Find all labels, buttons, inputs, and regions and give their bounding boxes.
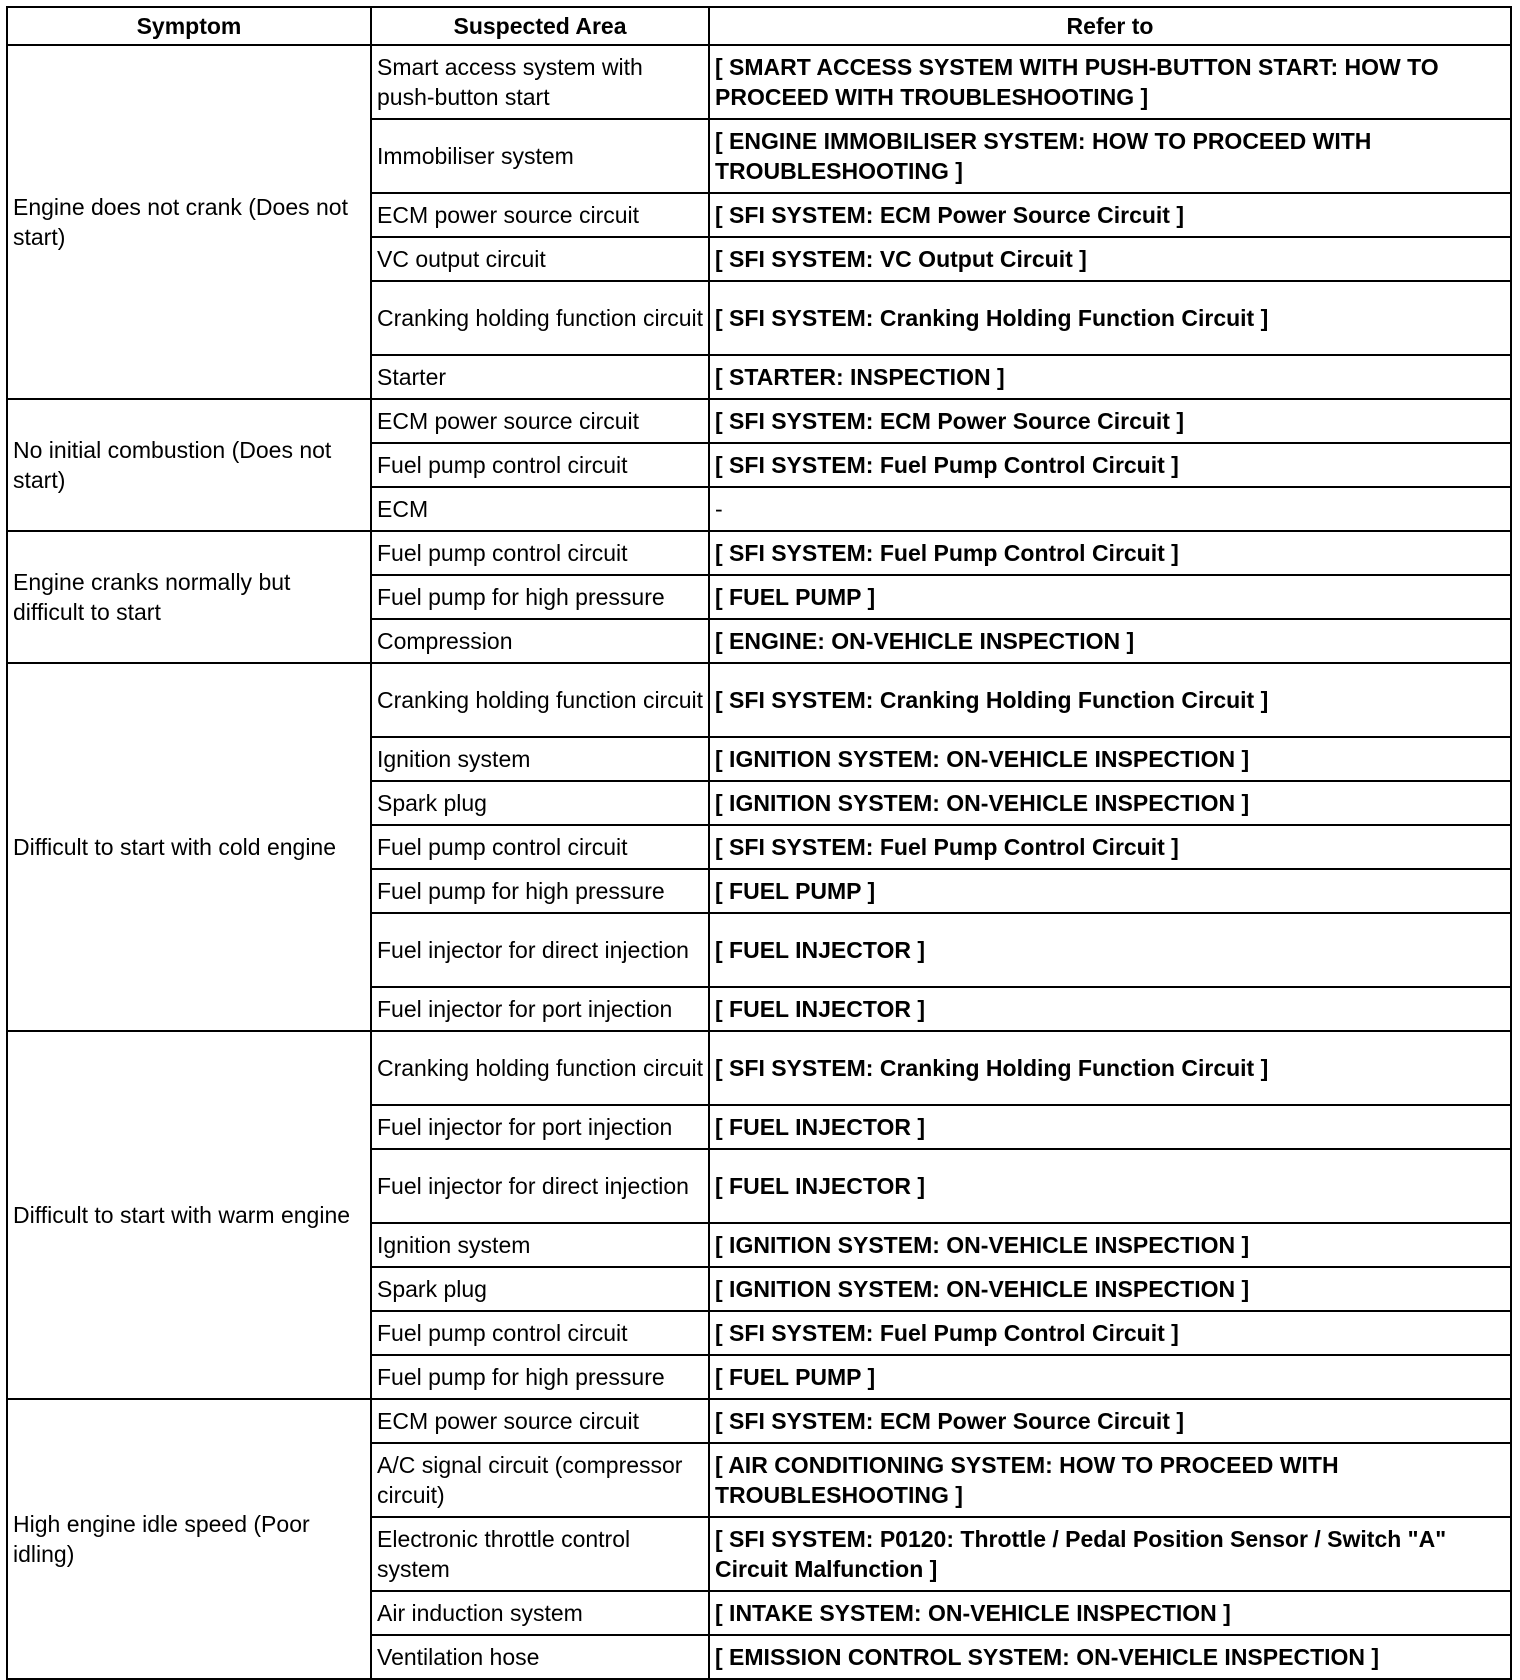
suspected-area-cell: Compression — [371, 619, 709, 663]
header-refer-to: Refer to — [709, 7, 1511, 45]
refer-to-link[interactable]: [ FUEL INJECTOR ] — [709, 913, 1511, 987]
table-row — [7, 1399, 1511, 1443]
suspected-area-cell: Cranking holding function circuit — [371, 663, 709, 737]
symptom-cell: Difficult to start with cold engine — [7, 663, 371, 1031]
header-suspected-area: Suspected Area — [371, 7, 709, 45]
suspected-area-cell: Cranking holding function circuit — [371, 1031, 709, 1105]
refer-to-link[interactable]: [ SFI SYSTEM: Fuel Pump Control Circuit ] — [709, 825, 1511, 869]
refer-to-link[interactable]: [ IGNITION SYSTEM: ON-VEHICLE INSPECTION ] — [709, 1223, 1511, 1267]
refer-to-link[interactable]: [ FUEL PUMP ] — [709, 869, 1511, 913]
suspected-area-cell: Fuel injector for direct injection — [371, 913, 709, 987]
suspected-area-cell: Fuel injector for port injection — [371, 987, 709, 1031]
refer-to-link[interactable]: [ SFI SYSTEM: ECM Power Source Circuit ] — [709, 1399, 1511, 1443]
refer-to-link[interactable]: [ IGNITION SYSTEM: ON-VEHICLE INSPECTION ] — [709, 737, 1511, 781]
suspected-area-cell: Fuel pump for high pressure — [371, 869, 709, 913]
refer-to-link[interactable]: [ FUEL INJECTOR ] — [709, 1149, 1511, 1223]
suspected-area-cell: Starter — [371, 355, 709, 399]
suspected-area-cell: Spark plug — [371, 781, 709, 825]
refer-to-cell: - — [709, 487, 1511, 531]
suspected-area-cell: ECM power source circuit — [371, 399, 709, 443]
refer-to-link[interactable]: [ SFI SYSTEM: Fuel Pump Control Circuit ] — [709, 531, 1511, 575]
refer-to-link[interactable]: [ FUEL PUMP ] — [709, 575, 1511, 619]
table-row — [7, 531, 1511, 575]
suspected-area-cell: Fuel pump control circuit — [371, 531, 709, 575]
refer-to-link[interactable]: [ IGNITION SYSTEM: ON-VEHICLE INSPECTION ] — [709, 1267, 1511, 1311]
suspected-area-cell: Fuel pump control circuit — [371, 825, 709, 869]
suspected-area-cell: ECM — [371, 487, 709, 531]
refer-to-link[interactable]: [ SFI SYSTEM: Cranking Holding Function Circuit ] — [709, 281, 1511, 355]
suspected-area-cell: ECM power source circuit — [371, 193, 709, 237]
symptom-cell: No initial combustion (Does not start) — [7, 399, 371, 531]
refer-to-link[interactable]: [ ENGINE: ON-VEHICLE INSPECTION ] — [709, 619, 1511, 663]
table-row — [7, 1031, 1511, 1105]
refer-to-link[interactable]: [ INTAKE SYSTEM: ON-VEHICLE INSPECTION ] — [709, 1591, 1511, 1635]
refer-to-link[interactable]: [ STARTER: INSPECTION ] — [709, 355, 1511, 399]
symptom-cell: High engine idle speed (Poor idling) — [7, 1399, 371, 1679]
refer-to-link[interactable]: [ SFI SYSTEM: VC Output Circuit ] — [709, 237, 1511, 281]
suspected-area-cell: Ignition system — [371, 1223, 709, 1267]
suspected-area-cell: A/C signal circuit (compressor circuit) — [371, 1443, 709, 1517]
refer-to-link[interactable]: [ AIR CONDITIONING SYSTEM: HOW TO PROCEED WITH TROUBLESHOOTING ] — [709, 1443, 1511, 1517]
refer-to-link[interactable]: [ IGNITION SYSTEM: ON-VEHICLE INSPECTION ] — [709, 781, 1511, 825]
suspected-area-cell: Fuel pump for high pressure — [371, 575, 709, 619]
suspected-area-cell: Spark plug — [371, 1267, 709, 1311]
suspected-area-cell: Cranking holding function circuit — [371, 281, 709, 355]
refer-to-link[interactable]: [ SFI SYSTEM: Fuel Pump Control Circuit ] — [709, 1311, 1511, 1355]
refer-to-link[interactable]: [ FUEL PUMP ] — [709, 1355, 1511, 1399]
refer-to-link[interactable]: [ FUEL INJECTOR ] — [709, 1105, 1511, 1149]
suspected-area-cell: Ignition system — [371, 737, 709, 781]
troubleshooting-table — [6, 6, 1512, 1680]
refer-to-link[interactable]: [ EMISSION CONTROL SYSTEM: ON-VEHICLE INSPECTION ] — [709, 1635, 1511, 1679]
refer-to-link[interactable]: [ SFI SYSTEM: ECM Power Source Circuit ] — [709, 193, 1511, 237]
table-row — [7, 45, 1511, 119]
suspected-area-cell: Smart access system with push-button start — [371, 45, 709, 119]
table-row — [7, 399, 1511, 443]
suspected-area-cell: ECM power source circuit — [371, 1399, 709, 1443]
symptom-cell: Difficult to start with warm engine — [7, 1031, 371, 1399]
refer-to-link[interactable]: [ SFI SYSTEM: Fuel Pump Control Circuit ] — [709, 443, 1511, 487]
refer-to-link[interactable]: [ SFI SYSTEM: ECM Power Source Circuit ] — [709, 399, 1511, 443]
suspected-area-cell: Fuel pump control circuit — [371, 1311, 709, 1355]
symptom-cell: Engine does not crank (Does not start) — [7, 45, 371, 399]
suspected-area-cell: Fuel injector for port injection — [371, 1105, 709, 1149]
suspected-area-cell: Fuel pump control circuit — [371, 443, 709, 487]
header-row — [7, 7, 1511, 45]
suspected-area-cell: VC output circuit — [371, 237, 709, 281]
suspected-area-cell: Ventilation hose — [371, 1635, 709, 1679]
refer-to-link[interactable]: [ SMART ACCESS SYSTEM WITH PUSH-BUTTON START: HOW TO PROCEED WITH TROUBLESHOOTING ] — [709, 45, 1511, 119]
symptom-cell: Engine cranks normally but difficult to start — [7, 531, 371, 663]
suspected-area-cell: Air induction system — [371, 1591, 709, 1635]
refer-to-link[interactable]: [ SFI SYSTEM: Cranking Holding Function Circuit ] — [709, 663, 1511, 737]
table-row — [7, 663, 1511, 737]
suspected-area-cell: Fuel injector for direct injection — [371, 1149, 709, 1223]
refer-to-link[interactable]: [ SFI SYSTEM: Cranking Holding Function Circuit ] — [709, 1031, 1511, 1105]
suspected-area-cell: Fuel pump for high pressure — [371, 1355, 709, 1399]
refer-to-link[interactable]: [ FUEL INJECTOR ] — [709, 987, 1511, 1031]
suspected-area-cell: Electronic throttle control system — [371, 1517, 709, 1591]
refer-to-link[interactable]: [ ENGINE IMMOBILISER SYSTEM: HOW TO PROCEED WITH TROUBLESHOOTING ] — [709, 119, 1511, 193]
header-symptom: Symptom — [7, 7, 371, 45]
suspected-area-cell: Immobiliser system — [371, 119, 709, 193]
refer-to-link[interactable]: [ SFI SYSTEM: P0120: Throttle / Pedal Position Sensor / Switch "A" Circuit Malfunction ] — [709, 1517, 1511, 1591]
